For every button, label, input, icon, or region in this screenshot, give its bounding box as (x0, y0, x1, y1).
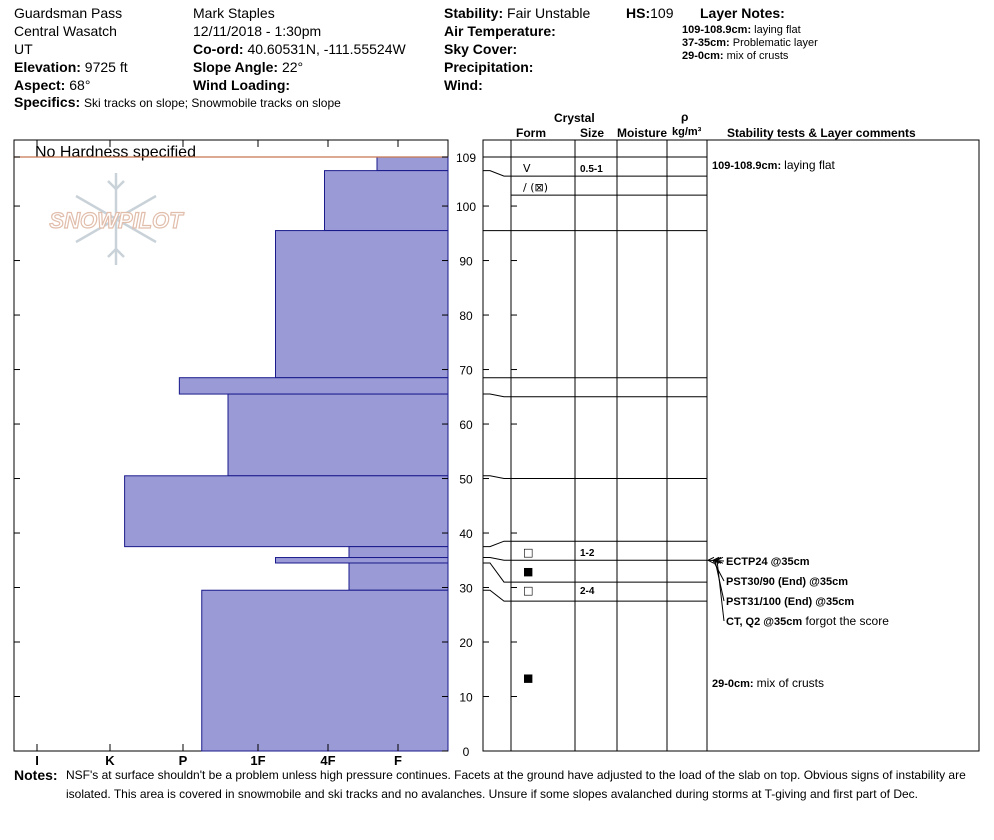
layer-note: 37-35cm: Problematic layer (682, 37, 818, 49)
depth-tick-label: 60 (459, 418, 473, 433)
layer-notes-title: Layer Notes: (700, 5, 785, 21)
wind-loading: Wind Loading: (193, 77, 291, 93)
crystal-size: 2-4 (580, 586, 595, 598)
depth-tick-label: 10 (459, 690, 473, 705)
layer-connector (483, 558, 511, 561)
location: Guardsman Pass (14, 5, 123, 21)
layer-comment: 109-108.9cm: laying flat (712, 158, 835, 173)
hardness-bar (125, 476, 448, 547)
observer: Mark Staples (193, 5, 275, 21)
table-columns (511, 140, 707, 751)
precipitation: Precipitation: (444, 59, 534, 75)
hardness-bar (377, 157, 448, 171)
layer-comment: 29-0cm: mix of crusts (712, 675, 824, 690)
air-temperature: Air Temperature: (444, 23, 556, 39)
hardness-bar (349, 563, 448, 590)
crystal-form: / (⊠) (523, 180, 549, 194)
crystal-size: 1-2 (580, 548, 595, 560)
column-header-size: Size (580, 126, 605, 140)
hardness-bar (349, 547, 448, 558)
range: Central Wasatch (14, 23, 117, 39)
column-header-crystal: Crystal (554, 111, 595, 125)
notes-text: NSF's at surface shouldn't be a problem unless high pressure continues. Facets at the ground have adjusted to the load of the slab on top. Obvious signs of instability are isolated. This area is covered in snowmobile and ski tracks and no avalanches. Unsure if some slopes avalanched during storms at T-giving and first part of Dec. (66, 768, 966, 801)
hardness-bar (202, 590, 448, 751)
column-header-density-unit: kg/m³ (672, 126, 702, 138)
sky-cover: Sky Cover: (444, 41, 518, 57)
layer-connector (483, 541, 511, 546)
hardness-tick-label: 1F (250, 753, 266, 765)
hardness-bar (276, 231, 449, 378)
layer-connector (483, 563, 511, 582)
layer-note: 109-108.9cm: laying flat (682, 24, 801, 36)
test-pointer (717, 560, 724, 621)
hardness-bar (228, 394, 448, 476)
datetime: 12/11/2018 - 1:30pm (193, 23, 322, 39)
chart-title: No Hardness specified (35, 144, 196, 161)
snowpilot-logo (49, 173, 184, 265)
logo-text: SNOWPILOT (49, 208, 183, 233)
stability-test: PST30/90 (End) @35cm (726, 576, 848, 588)
slope-angle: Slope Angle: 22° (193, 59, 304, 75)
layer-connector (483, 171, 511, 176)
wind: Wind: (444, 77, 483, 93)
layer-connector (483, 394, 511, 397)
hardness-bar (179, 378, 448, 394)
depth-tick-label: 100 (455, 200, 477, 215)
stability-test: CT, Q2 @35cm forgot the score (726, 614, 889, 628)
hs: HS:109 (626, 5, 674, 21)
hardness-tick-label: P (178, 753, 188, 765)
crystal-form: ■ (523, 671, 534, 685)
crystal-form: ■ (523, 565, 534, 579)
depth-tick-label: 90 (459, 254, 473, 269)
column-header-form: Form (516, 126, 546, 140)
depth-tick-label: 40 (459, 527, 473, 542)
column-header-rho: ρ (681, 110, 689, 124)
hardness-tick-label: F (394, 753, 402, 765)
layer-table-frame (483, 140, 979, 751)
crystal-form: V (523, 161, 531, 175)
depth-tick-label: 30 (459, 581, 473, 596)
hardness-tick-label: 4F (320, 753, 336, 765)
stability-test: ECTP24 @35cm (726, 556, 810, 568)
crystal-form: □ (523, 546, 534, 560)
hardness-bar (325, 171, 449, 231)
crystal-form: □ (523, 584, 534, 598)
notes-label: Notes: (14, 767, 58, 783)
elevation: Elevation: 9725 ft (14, 59, 128, 75)
coordinates: Co-ord: 40.60531N, -111.55524W (193, 41, 406, 57)
depth-tick-label: 20 (459, 636, 473, 651)
state: UT (14, 41, 33, 57)
hardness-tick-label: I (35, 753, 39, 765)
depth-tick-label: 70 (459, 363, 473, 378)
column-header-moisture: Moisture (617, 126, 668, 140)
depth-tick-label: 109 (455, 151, 477, 165)
stability: Stability: Fair Unstable (444, 5, 591, 21)
stability-test: PST31/100 (End) @35cm (726, 596, 855, 608)
layer-connector (483, 590, 511, 601)
layer-note: 29-0cm: mix of crusts (682, 50, 789, 62)
specifics: Specifics: Ski tracks on slope; Snowmobile tracks on slope (14, 94, 341, 110)
column-header-stability: Stability tests & Layer comments (727, 126, 916, 140)
depth-tick-label: 80 (459, 309, 473, 324)
aspect: Aspect: 68° (14, 77, 91, 93)
depth-tick-label: 50 (459, 472, 473, 487)
hardness-tick-label: K (105, 753, 115, 765)
depth-tick-label: 0 (462, 745, 470, 759)
hardness-bar (276, 558, 449, 563)
notes (14, 766, 984, 801)
crystal-size: 0.5-1 (580, 163, 603, 175)
